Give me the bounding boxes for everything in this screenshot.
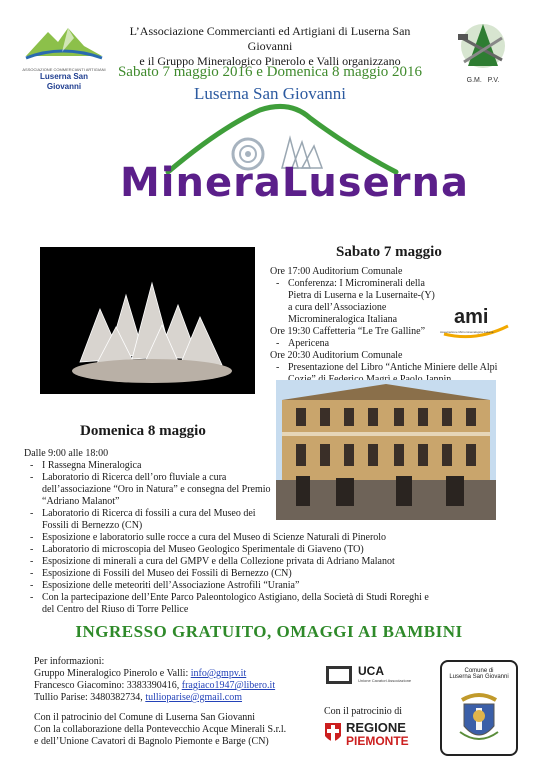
patronage-line-3: e dell’Unione Cavatori di Bagnolo Piemonte e Barge (CN) <box>34 736 269 747</box>
email-link-gmpv[interactable]: info@gmpv.it <box>190 668 247 679</box>
sunday-item-8: - Esposizione delle meteoriti dell’Associazione Astrofili “Urania” <box>24 580 514 592</box>
uca-logo-sub: Unione Cavatori Associazione <box>358 678 412 683</box>
sunday-item-7: - Esposizione di Fossili del Museo dei Fossili di Bernezzo (CN) <box>24 568 514 580</box>
mountain-logo-icon <box>22 22 106 62</box>
patronage-line-1: Con il patrocinio del Comune di Luserna San Giovanni <box>34 712 256 723</box>
sunday-item-9: - Con la partecipazione dell’Ente Parco Paleontologico Astigiano, della Società di Studi Roreghi e del Centro del Riuso di Torre Pellice <box>24 592 432 616</box>
comune-line-1: Comune di <box>464 668 494 674</box>
event-title: MineraLuserna <box>120 160 469 206</box>
sunday-item-4: - Esposizione e laboratorio sulle rocce a cura del Museo di Scienze Naturali di Pinerolo <box>24 532 514 544</box>
sunday-item-1: - I Rassegna Mineralogica <box>24 460 514 472</box>
event-place: Luserna San Giovanni <box>193 84 347 103</box>
sunday-item-5: - Laboratorio di microscopia del Museo Geologico Sperimentale di Giaveno (TO) <box>24 544 514 556</box>
saturday-item-2: - Apericena <box>270 338 510 350</box>
association-logo <box>22 22 106 91</box>
uca-logo-mark-icon <box>326 666 352 684</box>
saturday-item-1: - Conferenza: I Microminerali della Pietra di Luserna e la Lusernaite-(Y) a cura dell’Associazione Micromineralogica Italiana <box>270 278 510 326</box>
comune-line-2: Luserna San Giovanni <box>449 674 509 680</box>
regione-shield-icon <box>324 722 342 746</box>
association-logo-name: Luserna San Giovanni <box>39 72 88 91</box>
uca-logo <box>326 664 416 688</box>
patronage-info <box>34 712 334 748</box>
uca-logo-text: UCA <box>358 664 384 678</box>
saturday-time-3: Ore 20:30 Auditorium Comunale <box>270 350 403 361</box>
crystal-photo <box>40 247 255 394</box>
info-line-1: Gruppo Mineralogico Pinerolo e Valli: <box>34 668 191 679</box>
comune-logo <box>440 660 518 756</box>
sunday-item-2: - Laboratorio di Ricerca dell’oro fluviale a cura dell’associazione “Oro in Natura” e consegna del Premio “Adriano Malanot” <box>24 472 272 508</box>
regione-piemonte-logo <box>324 720 424 750</box>
event-dates: Sabato 7 maggio 2016 e Domenica 8 maggio 2016 <box>117 64 423 80</box>
saturday-time-1: Ore 17:00 Auditorium Comunale <box>270 266 403 277</box>
sunday-title: Domenica 8 maggio <box>80 423 206 439</box>
ami-logo-text: ami <box>454 306 489 328</box>
email-link-parise[interactable]: tullioparise@gmail.com <box>145 692 243 703</box>
association-logo-small-text: ASSOCIAZIONE COMMERCIANTI ARTIGIANI <box>22 67 106 72</box>
gmpv-logo <box>452 20 514 82</box>
saturday-item-3: - Presentazione del Libro “Antiche Miniere delle Alpi <box>270 362 510 386</box>
info-line-2: Francesco Giacomino: 3383390416, <box>34 680 182 691</box>
header-line-1: L’Associazione Commercianti ed Artigiani di Luserna San Giovanni <box>129 24 411 53</box>
regione-line-1: REGIONE <box>346 720 406 735</box>
regione-intro: Con il patrocinio di <box>324 706 403 717</box>
gmpv-logo-label: G.M. P.V. <box>466 77 500 84</box>
contact-info <box>34 656 314 704</box>
sunday-program <box>24 460 514 616</box>
ami-logo <box>440 306 512 340</box>
sunday-item-6: - Esposizione di minerali a cura del GMPV e della Collezione privata di Adriano Malanot <box>24 556 514 568</box>
info-heading: Per informazioni: <box>34 656 105 667</box>
regione-line-2: PIEMONTE <box>346 734 409 748</box>
email-link-giacomino[interactable]: fragiaco1947@libero.it <box>181 680 276 691</box>
gmpv-logo-icon <box>452 20 514 72</box>
sunday-hours: Dalle 9:00 alle 18:00 <box>24 448 109 459</box>
free-entry-banner: INGRESSO GRATUITO, OMAGGI AI BAMBINI <box>75 622 463 641</box>
saturday-time-2: Ore 19:30 Caffetteria “Le Tre Galline” <box>270 326 426 337</box>
ami-logo-sub: Associazione Micromineralogica Italiana <box>440 330 494 334</box>
header-line-2: e il Gruppo Mineralogico Pinerolo e Valli organizzano <box>139 54 401 68</box>
info-line-3: Tullio Parise: 3480382734, <box>34 692 146 703</box>
patronage-line-2: Con la collaborazione della Pontevecchio Acque Minerali S.r.l. <box>34 724 287 735</box>
saturday-title: Sabato 7 maggio <box>336 244 442 260</box>
comune-coat-of-arms-icon <box>454 688 504 748</box>
sunday-item-3: - Laboratorio di Ricerca di fossili a cura del Museo dei Fossili di Bernezzo (CN) <box>24 508 272 532</box>
